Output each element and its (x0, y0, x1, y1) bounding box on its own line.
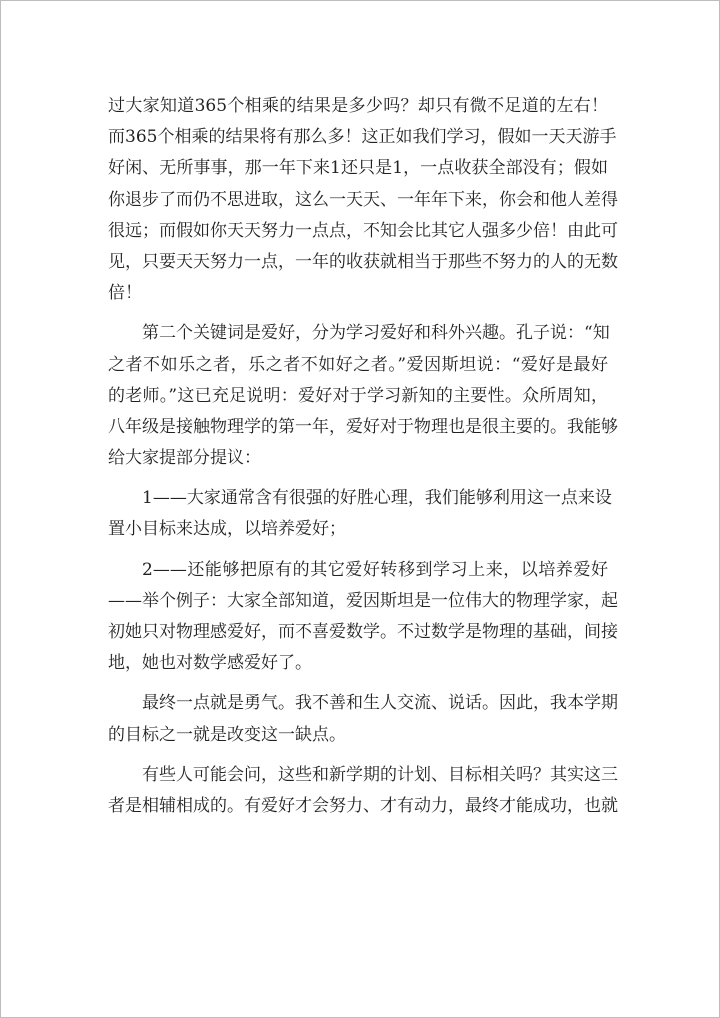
text-line: 1——大家通常含有很强的好胜心理，我们能够利用这一点来设 (142, 488, 612, 509)
text-line: 地，她也对数学感爱好了。 (108, 653, 312, 674)
paragraph-spacing (108, 679, 608, 688)
text-line: 给大家提部分提议： (108, 448, 261, 469)
text-line: 见，只要天天努力一点，一年的收获就相当于那些不努力的人的无数 (108, 251, 618, 272)
paragraph (108, 555, 618, 680)
text-line: 有些人可能会问，这些和新学期的计划、目标相关吗？其实这三 (142, 764, 618, 785)
paragraph (108, 760, 618, 822)
text-line: 之者不如乐之者，乐之者不如好之者。”爱因斯坦说：“爱好是最好 (108, 354, 608, 375)
text-line: 最终一点就是勇气。我不善和生人交流、说话。因此，我本学期 (142, 693, 618, 714)
paragraph (108, 91, 618, 309)
text-line: 2——还能够把原有的其它爱好转移到学习上来，以培养爱好 (142, 559, 608, 580)
paragraph-spacing (108, 751, 608, 760)
text-line: 你退步了而仍不思进取，这么一天天、一年年下来，你会和他人差得 (108, 189, 618, 210)
text-line: 第二个关键词是爱好，分为学习爱好和科外兴趣。孔子说：“知 (142, 323, 610, 344)
text-line: 置小目标来达成，以培养爱好； (108, 519, 346, 540)
text-line: 八年级是接触物理学的第一年，爱好对于物理也是很主要的。我能够 (108, 416, 618, 437)
text-line: 者是相辅相成的。有爱好才会努力、才有动力，最终才能成功，也就 (108, 795, 618, 816)
text-line: 而365个相乘的结果将有那么多！这正如我们学习，假如一天天游手 (108, 127, 617, 148)
paragraph (108, 318, 618, 474)
text-line: 很远；而假如你天天努力一点点，不知会比其它人强多少倍！由此可 (108, 220, 618, 241)
text-line: 的老师。”这已充足说明：爱好对于学习新知的主要性。众所周知， (108, 385, 608, 406)
document-body (108, 91, 618, 822)
text-line: ——举个例子：大家全部知道，爱因斯坦是一位伟大的物理学家，起 (108, 590, 618, 611)
paragraph-spacing (108, 474, 608, 483)
text-line: 过大家知道365个相乘的结果是多少吗？却只有微不足道的左右！ (108, 96, 608, 116)
text-line: 倍！ (108, 283, 142, 304)
text-line: 好闲、无所事事，那一年下来1还只是1，一点收获全部没有；假如 (108, 158, 608, 179)
text-line: 初她只对物理感爱好，而不喜爱数学。不过数学是物理的基础，间接 (108, 622, 618, 642)
paragraph (108, 688, 618, 750)
paragraph-spacing (108, 546, 608, 555)
text-line: 的目标之一就是改变这一缺点。 (108, 724, 346, 745)
paragraph-spacing (108, 309, 608, 318)
paragraph (108, 483, 612, 545)
